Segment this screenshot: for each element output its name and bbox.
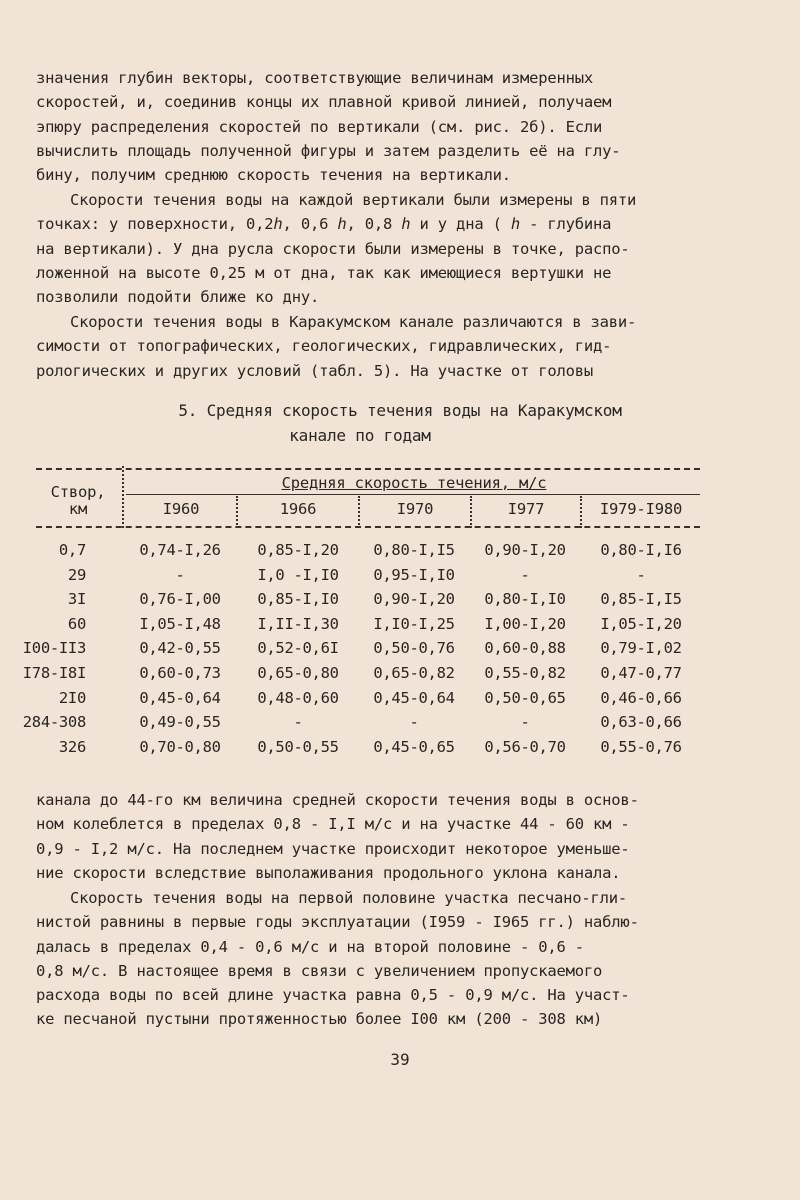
text-line: нистой равнины в первые годы эксплуатации (I959 - I965 гг.) наблю- xyxy=(36,913,639,932)
table-cell-value: 0,80-I,I6 xyxy=(600,541,682,559)
table-cell-value: 0,90-I,20 xyxy=(373,590,455,609)
table-cell-value: - xyxy=(520,713,530,732)
table-cell-value: 0,65-0,82 xyxy=(373,664,455,682)
table-cell-section: 2I0 xyxy=(58,688,86,707)
text-line: ке песчаной пустыни протяженностью более I00 км (200 - 308 км) xyxy=(36,1010,603,1029)
table-cell-value: 0,50-0,65 xyxy=(484,688,566,707)
table-cell-value: 0,49-0,55 xyxy=(139,713,221,732)
table-cell-value: 0,47-0,77 xyxy=(600,664,682,682)
table-cell-value: 0,56-0,70 xyxy=(484,737,566,756)
table-cell-value: 0,55-0,76 xyxy=(600,737,682,756)
text-line: ние скорости вследствие выполаживания продольного уклона канала. xyxy=(36,863,621,882)
table-cell-value: 0,79-I,02 xyxy=(600,639,682,658)
text-line: эпюру распределения скоростей по вертикали (см. рис. 2б). Если xyxy=(36,117,603,136)
table-caption-line-2: канале по годам xyxy=(289,426,431,445)
text-line: далась в пределах 0,4 - 0,6 м/с и на второй половине - 0,6 - xyxy=(36,937,584,956)
text-line: бину, получим среднюю скорость течения на вертикали. xyxy=(36,166,511,185)
table-cell-value: - xyxy=(636,565,646,584)
text-line: 0,9 - I,2 м/с. На последнем участке происходит некоторое уменьше- xyxy=(36,839,630,858)
table-cell-value: 0,45-0,64 xyxy=(373,688,455,707)
table-cell-value: I,I0-I,25 xyxy=(373,614,455,633)
table-cell-value: 0,65-0,80 xyxy=(257,664,339,682)
column-header-span: Средняя скорость течения, м/с xyxy=(281,474,547,492)
table-cell-value: - xyxy=(409,713,419,732)
table-cell-value: 0,46-0,66 xyxy=(600,688,682,707)
table-cell-value: 0,45-0,65 xyxy=(373,737,455,756)
table-cell-value: 0,76-I,00 xyxy=(139,590,221,609)
text-line: позволили подойти ближе ко дну. xyxy=(36,288,320,307)
table-cell-section: 60 xyxy=(67,614,86,633)
table-cell-value: 0,80-I,I0 xyxy=(484,590,566,609)
table-cell-value: 0,50-0,55 xyxy=(257,737,339,756)
text-line: на вертикали). У дна русла скорости были измерены в точке, распо- xyxy=(36,239,630,258)
table-cell-value: I,05-I,48 xyxy=(139,614,221,633)
table-cell-section: 0,7 xyxy=(58,541,86,559)
text-line: Скорости течения воды в Каракумском канале различаются в зави- xyxy=(70,313,637,331)
table-cell-value: 0,85-I,I0 xyxy=(257,590,339,609)
text-line: ном колеблется в пределах 0,8 - I,I м/с и на участке 44 - 60 км - xyxy=(36,815,630,834)
table-cell-section: I00-II3 xyxy=(22,639,86,658)
table-cell-value: 0,85-I,I5 xyxy=(600,590,682,609)
table-cell-value: - xyxy=(175,565,185,584)
table-cell-value: 0,55-0,82 xyxy=(484,664,566,682)
table-cell-value: I,II-I,30 xyxy=(257,614,339,633)
table-cell-value: I,00-I,20 xyxy=(484,614,566,633)
text-line: скоростей, и, соединив концы их плавной кривой линией, получаем xyxy=(36,93,612,112)
text-line: 0,8 м/с. В настоящее время в связи с увеличением пропускаемого xyxy=(36,961,603,980)
text-line: канала до 44-го км величина средней скорости течения воды в основ- xyxy=(36,791,639,809)
table-cell-value: I,0 -I,I0 xyxy=(257,565,339,584)
table-cell-value: - xyxy=(520,565,530,584)
table-cell-value: 0,60-0,88 xyxy=(484,639,566,658)
table-cell-section: 326 xyxy=(58,737,86,756)
table-cell-value: 0,90-I,20 xyxy=(484,541,566,559)
table-cell-value: 0,42-0,55 xyxy=(139,639,221,658)
table-cell-value: 0,50-0,76 xyxy=(373,639,455,658)
text-line: рологических и других условий (табл. 5). На участке от головы xyxy=(36,361,594,380)
table-cell-section: 29 xyxy=(67,565,86,584)
table-cell-value: 0,48-0,60 xyxy=(257,688,339,707)
table-cell-value: 0,80-I,I5 xyxy=(373,541,455,559)
table-cell-value: 0,45-0,64 xyxy=(139,688,221,707)
text-line: ложенной на высоте 0,25 м от дна, так как имеющиеся вертушки не xyxy=(36,263,612,282)
paragraph-5 xyxy=(36,886,716,1032)
text-line: Скорости течения воды на каждой вертикали были измерены в пяти xyxy=(70,191,637,209)
table-cell-value: 0,95-I,I0 xyxy=(373,565,455,584)
table-cell-section: 284-308 xyxy=(22,713,86,732)
text-line: значения глубин векторы, соответствующие величинам измеренных xyxy=(36,69,594,87)
text-line: симости от топографических, геологических, гидравлических, гид- xyxy=(36,337,612,356)
column-header-year: I979-I980 xyxy=(599,500,683,518)
text-line: расхода воды по всей длине участка равна 0,5 - 0,9 м/с. На участ- xyxy=(36,986,630,1005)
text-line: Скорость течения воды на первой половине участка песчано-гли- xyxy=(70,889,628,907)
column-header-year: I960 xyxy=(162,500,200,518)
table-cell-value: 0,70-0,80 xyxy=(139,737,221,756)
paragraph-4 xyxy=(36,788,716,885)
table-cell-value: 0,60-0,73 xyxy=(139,664,221,682)
table-cell-value: 0,52-0,6I xyxy=(257,639,339,658)
table-cell-value: I,05-I,20 xyxy=(600,614,682,633)
table-cell-section: 3I xyxy=(67,590,86,609)
table-caption-line-1: 5. Средняя скорость течения воды на Каракумском xyxy=(178,401,622,420)
text-line: вычислить площадь полученной фигуры и затем разделить её на глу- xyxy=(36,141,621,160)
text-line: точках: у поверхности, 0,2ℎ, 0,6 ℎ, 0,8 ℎ и у дна ( ℎ - глубина xyxy=(36,215,612,234)
table-cell-value: 0,74-I,26 xyxy=(139,541,221,559)
column-header-year: I977 xyxy=(507,500,545,518)
table-cell-value: - xyxy=(293,713,303,732)
table-cell-value: 0,63-0,66 xyxy=(600,713,682,732)
column-header-section: Створ, км xyxy=(50,483,106,518)
table-cell-value: 0,85-I,20 xyxy=(257,541,339,559)
table-cell-section: I78-I8I xyxy=(22,664,86,682)
page-number: 39 xyxy=(390,1050,410,1069)
column-header-year: I970 xyxy=(396,500,434,518)
column-header-year: 1966 xyxy=(279,500,317,518)
